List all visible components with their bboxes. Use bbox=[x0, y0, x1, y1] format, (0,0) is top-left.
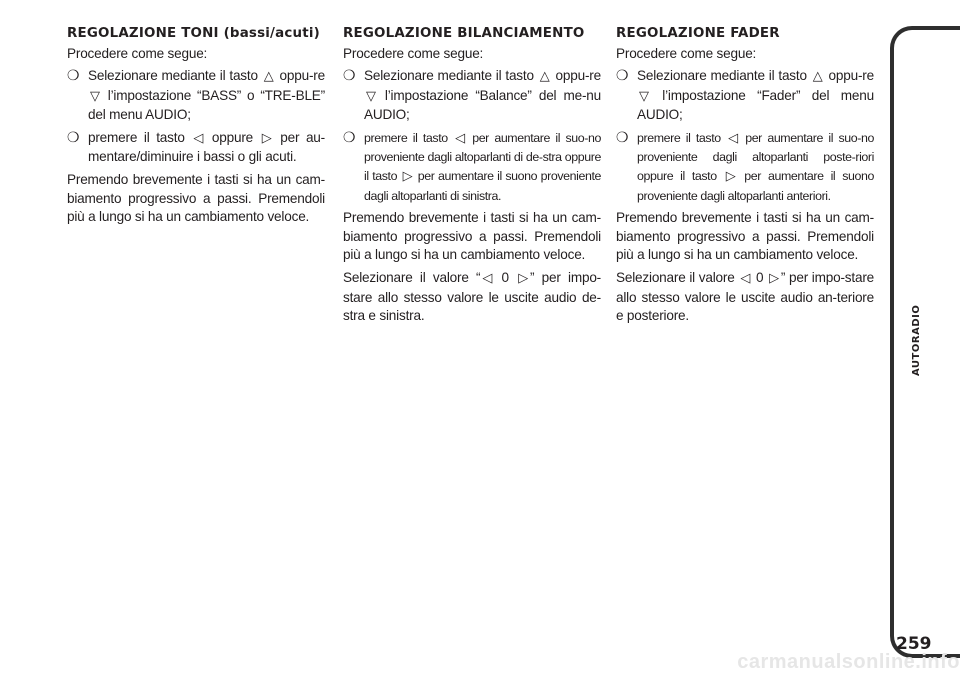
paragraph bbox=[343, 269, 601, 326]
para-text: Selezionare il valore “ bbox=[343, 270, 481, 286]
step-text: premere il tasto bbox=[637, 130, 721, 145]
list-item bbox=[67, 129, 325, 167]
step-text: premere il tasto bbox=[364, 130, 448, 145]
step-text: oppure bbox=[211, 129, 254, 145]
step-text: l’impostazione “BASS” o “TRE-BLE” del menu AUDIO; bbox=[88, 87, 326, 123]
step-text: per aumentare il suo-no proveniente dagli altoparlanti poste-riori oppure il tasto bbox=[637, 130, 874, 184]
right-arrow-icon: ▷ bbox=[769, 271, 779, 287]
up-arrow-icon: △ bbox=[812, 69, 823, 85]
down-arrow-icon: ▽ bbox=[366, 88, 376, 104]
list-item bbox=[616, 67, 874, 125]
right-arrow-icon: ▷ bbox=[402, 169, 413, 185]
left-arrow-icon: ◁ bbox=[193, 130, 204, 146]
step-text: oppu-re bbox=[555, 68, 601, 84]
bullet-icon: ❍ bbox=[343, 68, 356, 85]
heading-balance: REGOLAZIONE BILANCIAMENTO bbox=[343, 26, 585, 41]
watermark: carmanualsonline.info bbox=[737, 651, 960, 673]
left-arrow-icon: ◁ bbox=[482, 271, 493, 287]
intro-fader: Procedere come segue: bbox=[616, 45, 757, 61]
column-tone bbox=[67, 26, 325, 231]
bullet-icon: ❍ bbox=[343, 129, 356, 146]
left-arrow-icon: ◁ bbox=[740, 271, 751, 287]
step-text: per aumentare il suono proveniente dagli altoparlanti di sinistra. bbox=[364, 169, 602, 203]
intro-tone: Procedere come segue: bbox=[67, 45, 208, 61]
bullet-icon: ❍ bbox=[616, 129, 629, 146]
bullet-icon: ❍ bbox=[67, 129, 80, 146]
list-item bbox=[343, 67, 601, 125]
paragraph: Premendo brevemente i tasti si ha un cam-biamento progressivo a passi. Premendoli più a lungo si ha un cambiamento veloce. bbox=[616, 210, 874, 263]
column-balance bbox=[343, 26, 601, 330]
paragraph: Premendo brevemente i tasti si ha un cam-biamento progressivo a passi. Premendoli più a lungo si ha un cambiamento veloce. bbox=[343, 210, 601, 263]
list-item bbox=[343, 129, 601, 205]
step-text: Selezionare mediante il tasto bbox=[88, 68, 258, 84]
para-text: ” per impo-stare allo stesso valore le uscite audio an-teriore e posteriore. bbox=[616, 270, 875, 324]
column-fader bbox=[616, 26, 874, 330]
right-arrow-icon: ▷ bbox=[725, 169, 736, 185]
step-text: oppu-re bbox=[828, 68, 874, 84]
page-number: 259 bbox=[896, 634, 932, 654]
step-text: l’impostazione “Fader” del menu AUDIO; bbox=[637, 87, 874, 123]
list-item bbox=[616, 129, 874, 205]
para-value: 0 bbox=[501, 270, 509, 286]
bullet-icon: ❍ bbox=[67, 68, 80, 85]
para-value: 0 bbox=[755, 270, 764, 286]
paragraph bbox=[616, 269, 874, 326]
step-text: oppu-re bbox=[279, 68, 325, 84]
step-text: per au-mentare/diminuire i bassi o gli acuti. bbox=[88, 129, 325, 165]
intro-balance: Procedere come segue: bbox=[343, 45, 484, 61]
step-text: l’impostazione “Balance” del me-nu AUDIO; bbox=[364, 87, 601, 123]
step-text: Selezionare mediante il tasto bbox=[637, 68, 807, 84]
down-arrow-icon: ▽ bbox=[90, 88, 100, 104]
down-arrow-icon: ▽ bbox=[639, 88, 649, 104]
para-text: Selezionare il valore bbox=[616, 270, 735, 286]
up-arrow-icon: △ bbox=[263, 69, 274, 85]
heading-tone: REGOLAZIONE TONI (bassi/acuti) bbox=[67, 26, 320, 41]
step-text: per aumentare il suono proveniente dagli altoparlanti anteriori. bbox=[637, 169, 875, 203]
list-item bbox=[67, 67, 325, 125]
right-arrow-icon: ▷ bbox=[261, 130, 272, 146]
heading-fader: REGOLAZIONE FADER bbox=[616, 26, 780, 41]
section-label: AUTORADIO bbox=[911, 304, 922, 376]
left-arrow-icon: ◁ bbox=[728, 130, 738, 146]
para-text: ” per impo-stare allo stesso valore le uscite audio de-stra e sinistra. bbox=[343, 270, 602, 324]
step-text: per aumentare il suo-no proveniente dagli altoparlanti di de-stra oppure il tasto bbox=[364, 130, 601, 184]
step-text: premere il tasto bbox=[88, 129, 185, 145]
paragraph: Premendo brevemente i tasti si ha un cam-biamento progressivo a passi. Premendoli più a lungo si ha un cambiamento veloce. bbox=[67, 172, 325, 225]
up-arrow-icon: △ bbox=[539, 69, 550, 85]
bullet-icon: ❍ bbox=[616, 68, 629, 85]
left-arrow-icon: ◁ bbox=[455, 130, 465, 146]
step-text: Selezionare mediante il tasto bbox=[364, 68, 534, 84]
right-arrow-icon: ▷ bbox=[518, 271, 528, 287]
